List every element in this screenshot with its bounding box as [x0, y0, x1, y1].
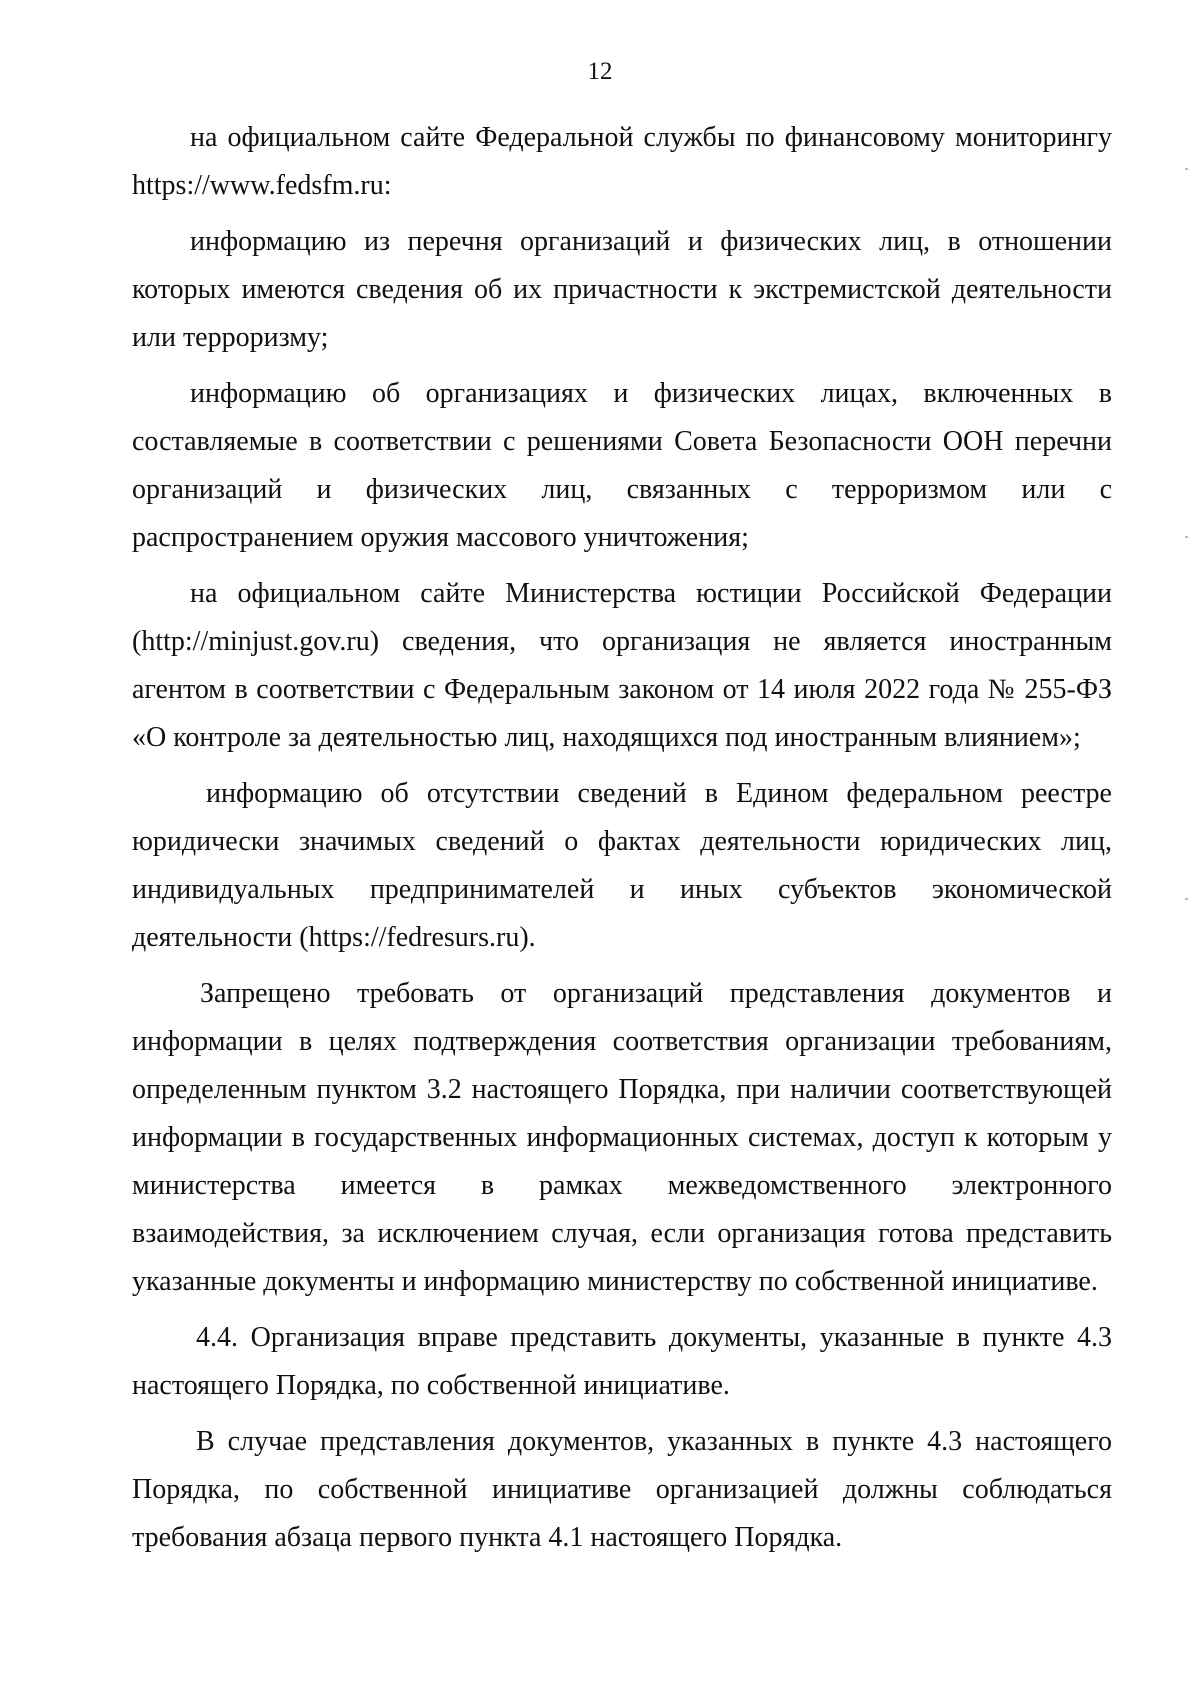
- scan-mark: [1185, 536, 1188, 538]
- paragraph-fedsfm-intro: на официальном сайте Федеральной службы по финансовому мониторингу https://www.fedsfm.ru:: [132, 122, 1112, 201]
- paragraph-un-list: информацию об организациях и физических лицах, включенных в составляемые в соответствии с решениями Совета Безопасности ООН перечни организаций и физических лиц, связанных с терроризмом или с распространением оружия массового уничтожения;: [132, 378, 1112, 553]
- page-number: 12: [587, 58, 613, 85]
- paragraph-fedresurs: информацию об отсутствии сведений в Едином федеральном реестре юридически значимых сведений о фактах деятельности юридических лиц, индивидуальных предпринимателей и иных субъектов экономической деятельности (https://fedresurs.ru).: [132, 778, 1112, 953]
- paragraph-extremism-list: информацию из перечня организаций и физических лиц, в отношении которых имеются сведения об их причастности к экстремистской деятельности или терроризму;: [132, 226, 1112, 353]
- paragraph-4-4: 4.4. Организация вправе представить документы, указанные в пункте 4.3 настоящего Порядка, по собственной инициативе.: [132, 1322, 1112, 1401]
- scan-mark: [1185, 168, 1188, 170]
- paragraph-minjust: на официальном сайте Министерства юстиции Российской Федерации (http://minjust.gov.ru) сведения, что организация не является иностранным агентом в соответствии с Федеральным законом от 14 июля 2022 года № 255-ФЗ «О контроле за деятельностью лиц, находящихся под иностранным влиянием»;: [132, 578, 1112, 753]
- scan-mark: [1185, 898, 1188, 900]
- document-body: [132, 114, 1112, 1562]
- paragraph-prohibition: Запрещено требовать от организаций представления документов и информации в целях подтверждения соответствия организации требованиям, определенным пунктом 3.2 настоящего Порядка, при наличии соответствующей информации в государственных информационных системах, доступ к которым у министерства имеется в рамках межведомственного электронного взаимодействия, за исключением случая, если организация готова представить указанные документы и информацию министерству по собственной инициативе.: [132, 978, 1112, 1297]
- paragraph-4-4-conditions: В случае представления документов, указанных в пункте 4.3 настоящего Порядка, по собственной инициативе организацией должны соблюдаться требования абзаца первого пункта 4.1 настоящего Порядка.: [132, 1426, 1112, 1553]
